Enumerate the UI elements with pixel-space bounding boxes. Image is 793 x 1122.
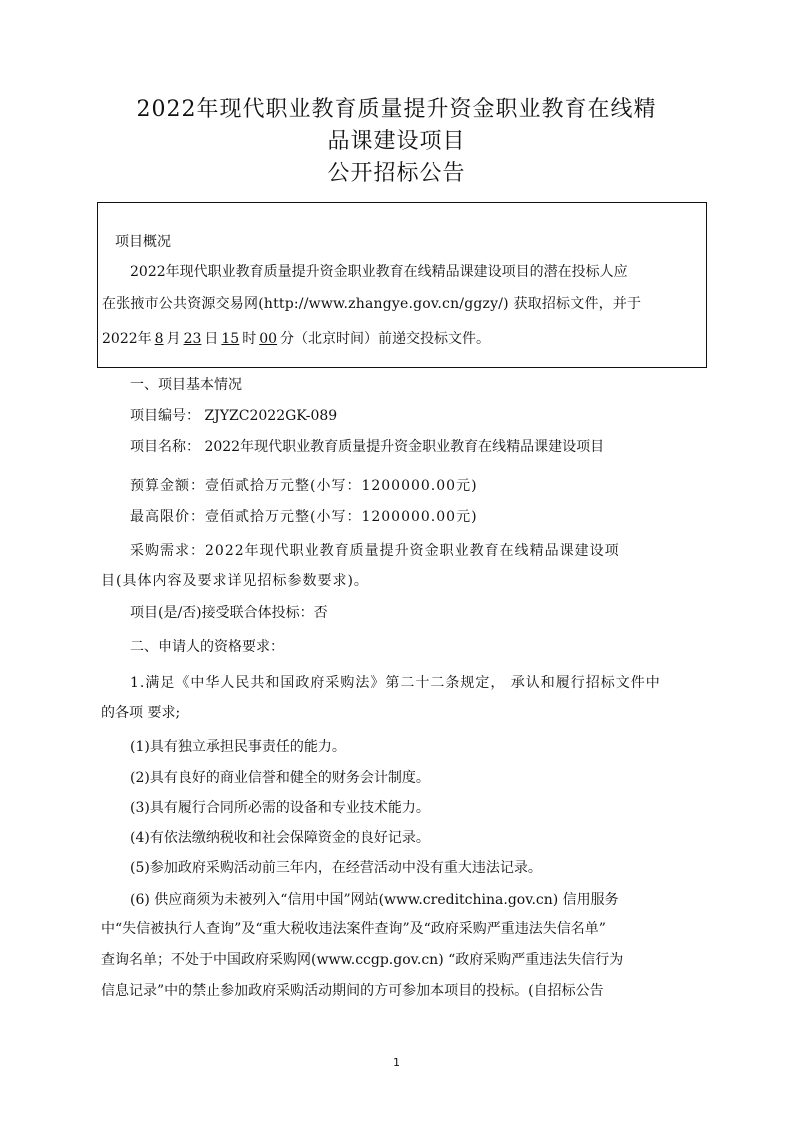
qualification-sub-6-line-1: (6) 供应商须为未被列入“信用中国”网站(www.creditchina.gov.cn) 信用服务 — [130, 892, 619, 908]
title-line-1: 2022年现代职业教育质量提升资金职业教育在线精 — [136, 97, 657, 122]
deadline-minute: 00 — [259, 331, 278, 347]
project-number: 项目编号： ZJYZC2022GK-089 — [130, 408, 338, 424]
overview-heading: 项目概况 — [115, 234, 171, 250]
procurement-requirement-line-2: 目(具体内容及要求详见招标参数要求)。 — [101, 573, 369, 589]
qualification-sub-6-line-4: 信息记录”中的禁止参加政府采购活动期间的方可参加本项目的投标。(自招标公告 — [101, 983, 604, 999]
budget-amount: 预算金额：壹佰贰拾万元整(小写：1200000.00元) — [130, 478, 478, 494]
qualification-sub-3: (3)具有履行合同所必需的设备和专业技术能力。 — [130, 800, 430, 816]
overview-line-1: 2022年现代职业教育质量提升资金职业教育在线精品课建设项目的潜在投标人应 — [130, 264, 628, 280]
project-overview-box — [97, 202, 707, 368]
deadline-day-unit: 日 — [204, 331, 219, 347]
project-name: 项目名称： 2022年现代职业教育质量提升资金职业教育在线精品课建设项目 — [130, 439, 605, 455]
overview-line-2: 在张掖市公共资源交易网(http://www.zhangye.gov.cn/ggzy/) 获取招标文件，并于 — [102, 296, 642, 312]
qualification-sub-4: (4)有依法缴纳税收和社会保障资金的良好记录。 — [130, 830, 430, 846]
max-price: 最高限价：壹佰贰拾万元整(小写：1200000.00元) — [130, 509, 478, 525]
qualification-1-line-1: 1.满足《中华人民共和国政府采购法》第二十二条规定， 承认和履行招标文件中 — [130, 675, 661, 691]
deadline-month: 8 — [154, 331, 164, 347]
qualification-sub-5: (5)参加政府采购活动前三年内，在经营活动中没有重大违法记录。 — [130, 860, 542, 876]
qualification-sub-2: (2)具有良好的商业信誉和健全的财务会计制度。 — [130, 770, 430, 786]
consortium-bid: 项目(是/否)接受联合体投标：否 — [130, 605, 328, 621]
document-title — [0, 94, 793, 190]
section2-heading: 二、申请人的资格要求： — [130, 639, 284, 655]
overview-deadline-line — [102, 328, 490, 348]
qualification-sub-6-line-2: 中“失信被执行人查询”及“重大税收违法案件查询”及“政府采购严重违法失信名单” — [101, 921, 606, 937]
procurement-requirement-line-1: 采购需求：2022年现代职业教育质量提升资金职业教育在线精品课建设项 — [130, 543, 620, 559]
deadline-hour-unit: 时 — [242, 331, 257, 347]
deadline-tail: 分（北京时间）前递交投标文件。 — [280, 331, 491, 347]
page-number: 1 — [393, 1056, 400, 1069]
deadline-day: 23 — [183, 331, 202, 347]
title-line-2: 品课建设项目 — [327, 129, 466, 154]
qualification-sub-6-line-3: 查询名单；不处于中国政府采购网(www.ccgp.gov.cn) “政府采购严重违法失信行为 — [101, 952, 624, 968]
deadline-year: 2022年 — [102, 331, 152, 347]
deadline-hour: 15 — [221, 331, 240, 347]
qualification-sub-1: (1)具有独立承担民事责任的能力。 — [130, 739, 346, 755]
qualification-1-line-2: 的各项 要求; — [101, 705, 181, 721]
section1-heading: 一、项目基本情况 — [130, 377, 242, 393]
deadline-month-unit: 月 — [166, 331, 181, 347]
title-line-3: 公开招标公告 — [327, 161, 466, 186]
